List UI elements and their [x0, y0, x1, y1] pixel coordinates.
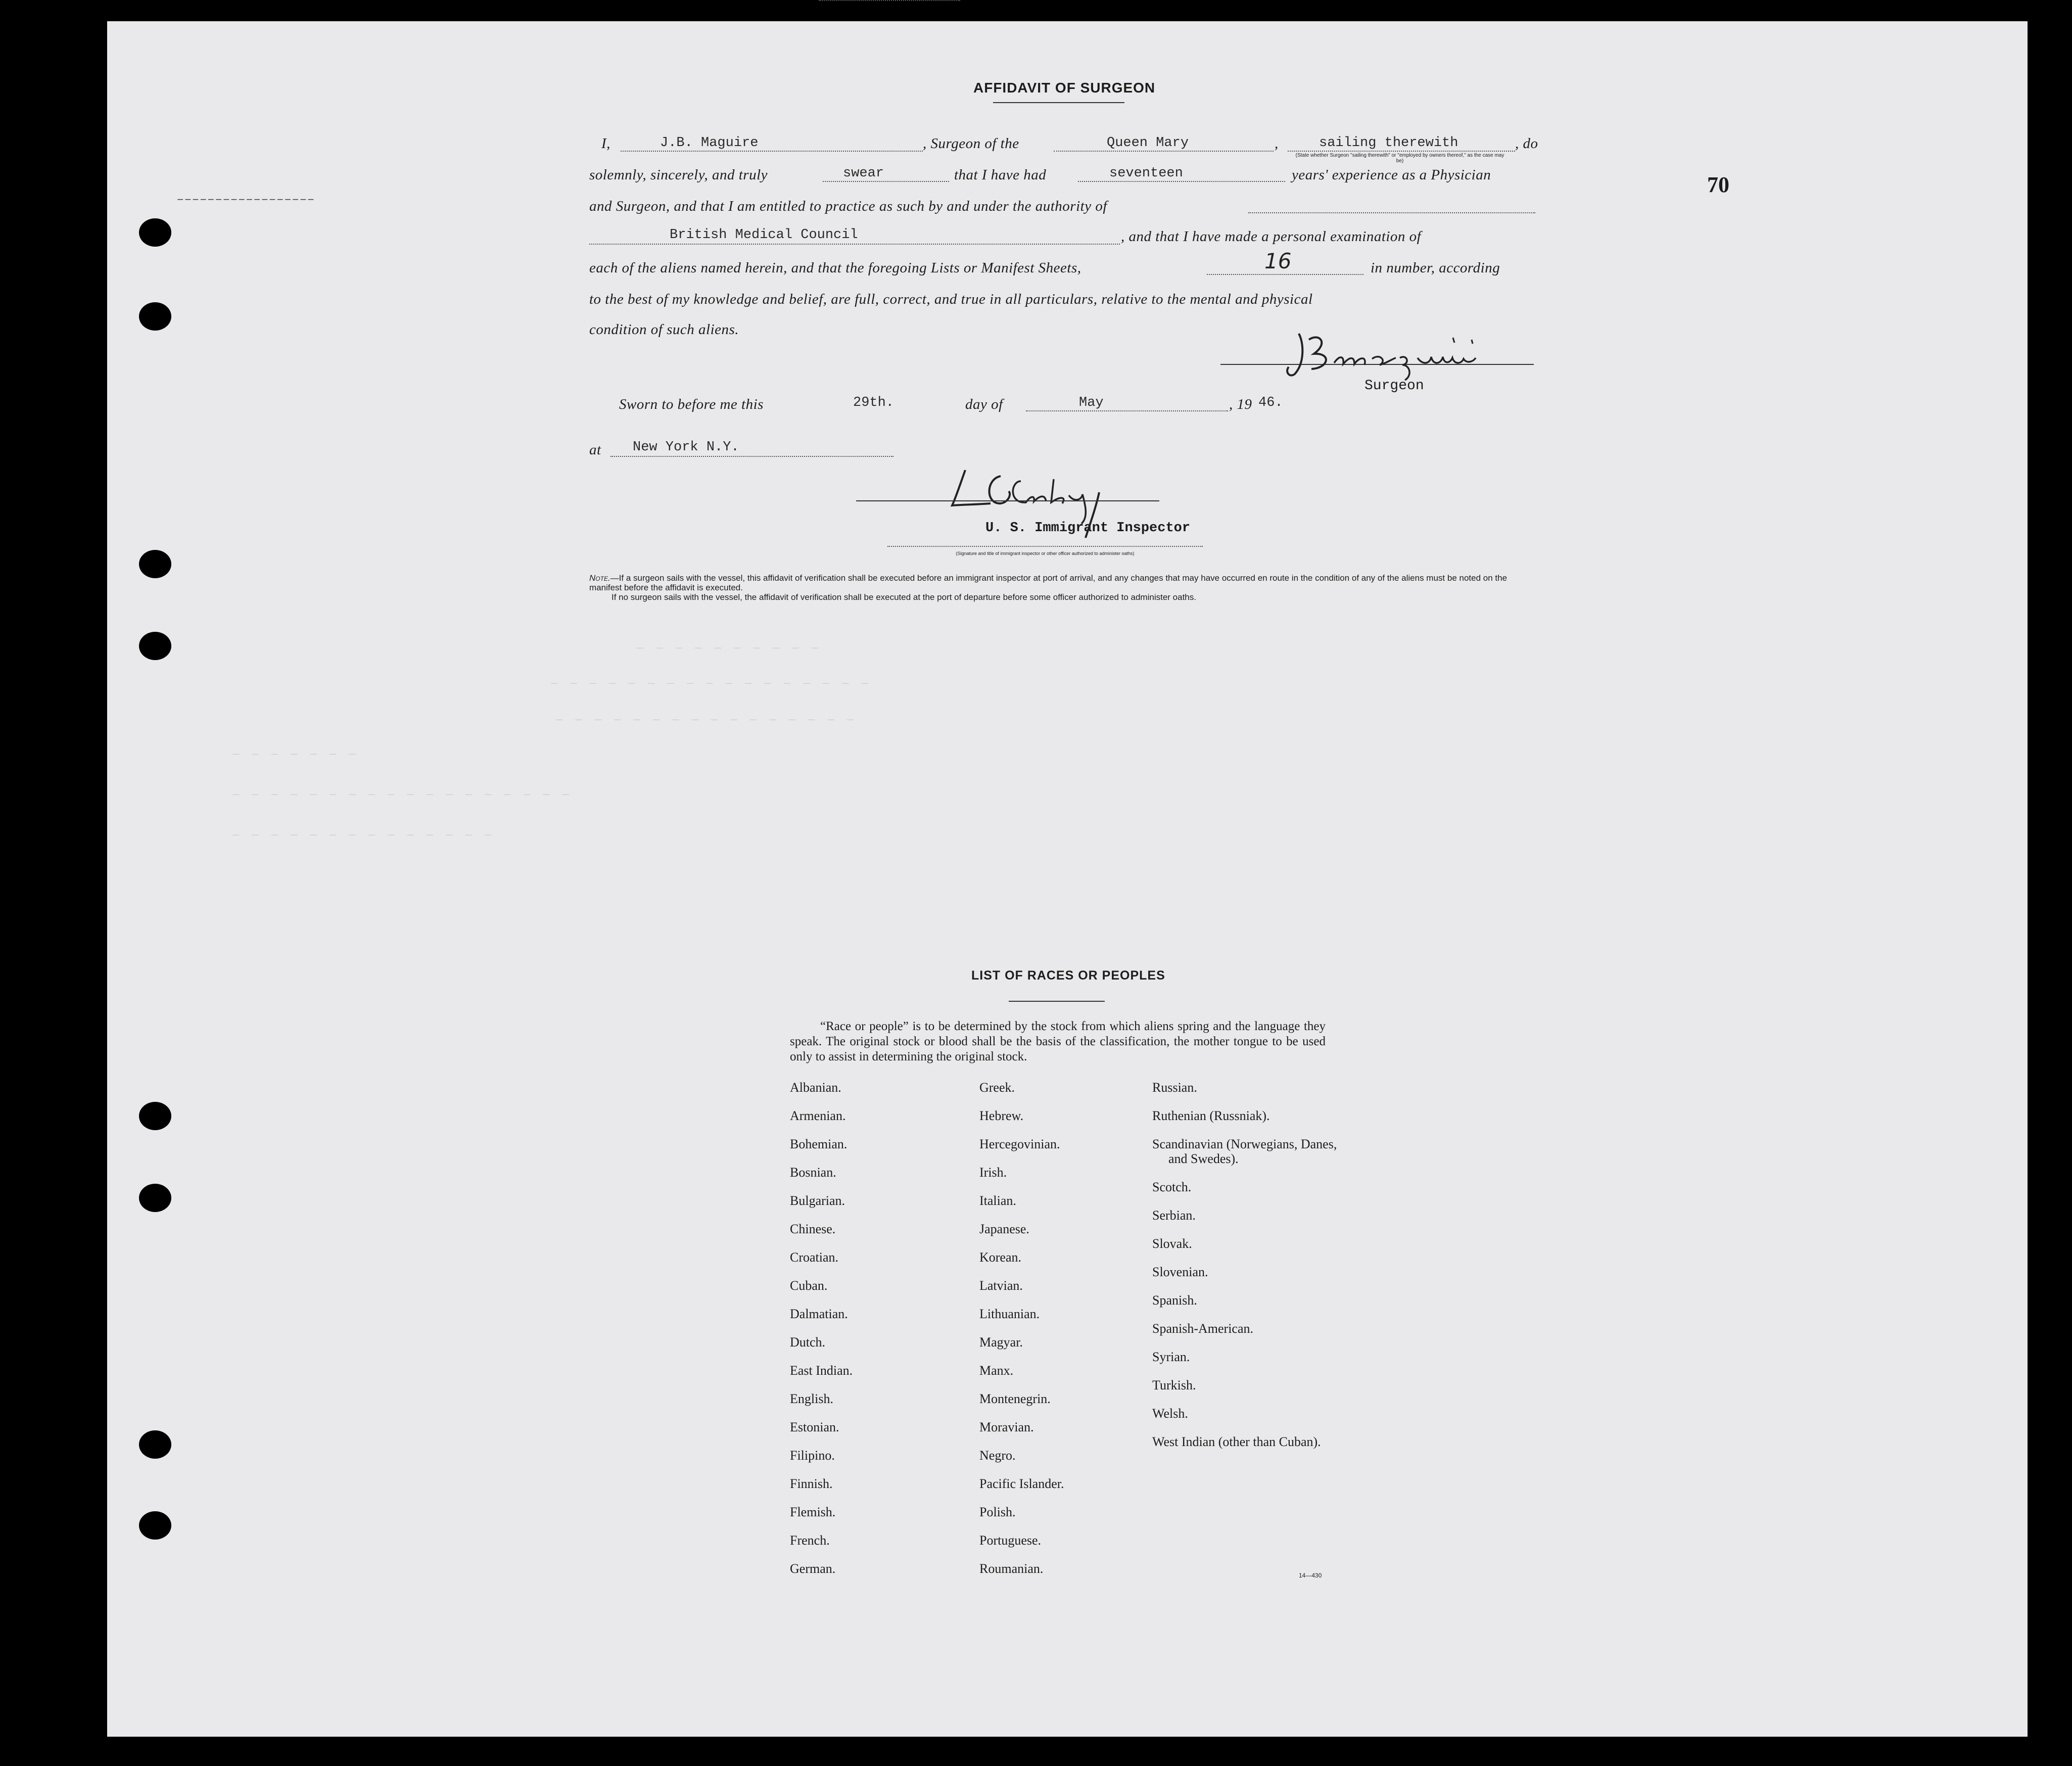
binder-hole	[139, 550, 171, 578]
field-underline	[589, 244, 1120, 245]
race-item: Spanish-American.	[1152, 1321, 1254, 1336]
affidavit-text: condition of such aliens.	[589, 321, 739, 338]
bleed-through-texture: — — — — — — —	[232, 748, 359, 761]
race-item: Serbian.	[1152, 1208, 1196, 1223]
bleed-through-texture: — — — — — — — — — — — — — — — — — —	[232, 788, 573, 801]
field-underline	[621, 151, 923, 152]
affidavit-text: ,	[1275, 135, 1279, 152]
binder-hole	[139, 1184, 171, 1212]
race-item: Croatian.	[790, 1250, 839, 1265]
field-underline	[887, 546, 1203, 547]
bleed-through-texture: — — — — — — — — — — — — — — — —	[556, 714, 857, 726]
surgeon-status-field: sailing therewith	[1319, 135, 1458, 151]
binder-hole	[139, 1430, 171, 1459]
sworn-place-field: New York N.Y.	[633, 440, 739, 455]
race-item: Negro.	[979, 1448, 1016, 1463]
title-underline	[1009, 1001, 1105, 1002]
bleed-through-texture: — — — — — — — — — — — — — —	[232, 829, 495, 842]
race-item: Albanian.	[790, 1080, 841, 1095]
field-underline	[819, 0, 960, 1]
note-text: If no surgeon sails with the vessel, the affidavit of verification shall be executed at the port of departure before some officer authorized to administer oaths.	[611, 592, 1196, 602]
affidavit-text: , Surgeon of the	[923, 135, 1019, 152]
affidavit-text: to the best of my knowledge and belief, are full, correct, and true in all particulars, relative to the mental and physical	[589, 291, 1313, 307]
race-item: Scandinavian (Norwegians, Danes, and Swedes).	[1152, 1137, 1337, 1166]
title-underline	[993, 102, 1124, 103]
race-item: Moravian.	[979, 1420, 1034, 1434]
race-item: English.	[790, 1391, 833, 1406]
race-item: Welsh.	[1152, 1406, 1188, 1421]
race-item: Portuguese.	[979, 1533, 1042, 1548]
races-column-3	[1152, 1074, 1339, 1456]
race-item: Armenian.	[790, 1108, 846, 1123]
race-item: Bulgarian.	[790, 1193, 845, 1208]
field-underline	[1288, 151, 1515, 152]
races-column-1	[790, 1074, 853, 1583]
affidavit-text: , do	[1515, 135, 1538, 152]
status-hint: (State whether Surgeon "sailing therewith" or "employed by owners thereof," as the case may be)	[1295, 153, 1504, 164]
race-item: Roumanian.	[979, 1561, 1044, 1576]
surgeon-name-field: J.B. Maguire	[660, 135, 759, 151]
race-item: Bosnian.	[790, 1165, 836, 1180]
bleed-through-texture: — — — — — — — — — — — — — — — — —	[551, 677, 871, 690]
surgeon-label: Surgeon	[1364, 378, 1424, 394]
races-list-intro: “Race or people” is to be determined by the stock from which aliens spring and the language they speak. The original stock or blood shall be the basis of the classification, the mother tongue to be used only to assist in determining the original stock.	[790, 1019, 1326, 1063]
race-item: Manx.	[979, 1363, 1014, 1378]
race-item: Hebrew.	[979, 1108, 1024, 1123]
race-item: Slovak.	[1152, 1236, 1192, 1251]
sworn-month-field: May	[1079, 395, 1104, 410]
race-item: Estonian.	[790, 1420, 839, 1434]
affidavit-text: years' experience as a Physician	[1292, 167, 1491, 183]
race-item: Pacific Islander.	[979, 1476, 1064, 1491]
authority-field: British Medical Council	[670, 227, 858, 243]
race-item: Greek.	[979, 1080, 1015, 1095]
field-underline	[823, 181, 949, 182]
race-item: Bohemian.	[790, 1137, 847, 1151]
race-item: Scotch.	[1152, 1180, 1192, 1194]
affidavit-note	[589, 573, 1535, 602]
affidavit-text: that I have had	[954, 167, 1047, 183]
field-underline	[1248, 212, 1535, 213]
race-item: East Indian.	[790, 1363, 853, 1378]
race-item: Flemish.	[790, 1505, 836, 1519]
manifest-sheets-field: 16	[1264, 249, 1292, 273]
affidavit-text: and Surgeon, and that I am entitled to practice as such by and under the authority of	[589, 198, 1107, 214]
race-item: Dutch.	[790, 1335, 826, 1350]
affidavit-text: day of	[965, 396, 1003, 412]
affidavit-text: , 19	[1229, 396, 1252, 412]
race-item: Syrian.	[1152, 1350, 1190, 1364]
race-item: Slovenian.	[1152, 1265, 1208, 1279]
field-underline	[1054, 151, 1274, 152]
race-item: French.	[790, 1533, 830, 1548]
race-item: Chinese.	[790, 1222, 836, 1236]
field-underline	[1026, 410, 1228, 411]
note-text: —If a surgeon sails with the vessel, this affidavit of verification shall be executed before an immigrant inspector at port of arrival, and any changes that may have occurred en route in the condition of any of the aliens must be noted on the manifest before the affidavit is executed.	[589, 573, 1508, 592]
affidavit-text: I,	[601, 135, 610, 152]
race-item: German.	[790, 1561, 836, 1576]
race-item: Hercegovinian.	[979, 1137, 1060, 1151]
inspector-title: U. S. Immigrant Inspector	[985, 521, 1191, 536]
sworn-year-field: 46.	[1258, 395, 1283, 410]
race-item: Japanese.	[979, 1222, 1029, 1236]
race-item: West Indian (other than Cuban).	[1152, 1434, 1321, 1449]
document-page	[107, 21, 2028, 1737]
race-item: Russian.	[1152, 1080, 1197, 1095]
race-item: Montenegrin.	[979, 1391, 1051, 1406]
binder-hole	[139, 1102, 171, 1130]
race-item: Ruthenian (Russniak).	[1152, 1108, 1270, 1123]
race-item: Lithuanian.	[979, 1307, 1040, 1321]
affidavit-text: at	[589, 442, 601, 458]
affidavit-text: solemnly, sincerely, and truly	[589, 167, 768, 183]
affidavit-text: Sworn to before me this	[619, 396, 764, 412]
binder-hole	[139, 1511, 171, 1540]
binder-hole	[139, 632, 171, 660]
affidavit-text: in number, according	[1371, 260, 1500, 276]
ship-name-field: Queen Mary	[1107, 135, 1189, 151]
race-item: Finnish.	[790, 1476, 833, 1491]
affidavit-text: each of the aliens named herein, and that the foregoing Lists or Manifest Sheets,	[589, 260, 1081, 276]
binder-hole	[139, 302, 171, 331]
field-underline	[1207, 274, 1363, 275]
race-item: Dalmatian.	[790, 1307, 848, 1321]
race-item: Magyar.	[979, 1335, 1023, 1350]
signature-line	[856, 500, 1159, 501]
inspector-hint: (Signature and title of immigrant inspector or other officer authorized to administer oaths)	[956, 551, 1135, 556]
form-number: 14—430	[1299, 1572, 1322, 1579]
races-column-2	[979, 1074, 1064, 1583]
bleed-through-texture: — — — — — — — — — —	[637, 642, 821, 655]
field-underline	[610, 456, 893, 457]
affidavit-text: , and that I have made a personal examination of	[1121, 228, 1422, 245]
sworn-day-field: 29th.	[853, 395, 894, 410]
affidavit-title: AFFIDAVIT OF SURGEON	[973, 80, 1156, 96]
race-item: Latvian.	[979, 1278, 1023, 1293]
years-experience-field: seventeen	[1109, 166, 1183, 181]
race-item: Filipino.	[790, 1448, 835, 1463]
page-number: 70	[1707, 172, 1729, 197]
race-item: Korean.	[979, 1250, 1022, 1265]
note-label: Note.	[589, 573, 610, 583]
races-list-title: LIST OF RACES OR PEOPLES	[971, 968, 1165, 983]
race-item: Italian.	[979, 1193, 1016, 1208]
field-underline	[1078, 181, 1285, 182]
oath-field: swear	[843, 166, 884, 181]
surgeon-signature	[1284, 328, 1506, 383]
race-item: Cuban.	[790, 1278, 828, 1293]
race-item: Turkish.	[1152, 1378, 1196, 1392]
margin-marks: −−−−−−−−−−−−−−−−−−	[177, 194, 315, 207]
race-item: Spanish.	[1152, 1293, 1197, 1308]
race-item: Polish.	[979, 1505, 1016, 1519]
binder-hole	[139, 218, 171, 247]
race-item: Irish.	[979, 1165, 1007, 1180]
